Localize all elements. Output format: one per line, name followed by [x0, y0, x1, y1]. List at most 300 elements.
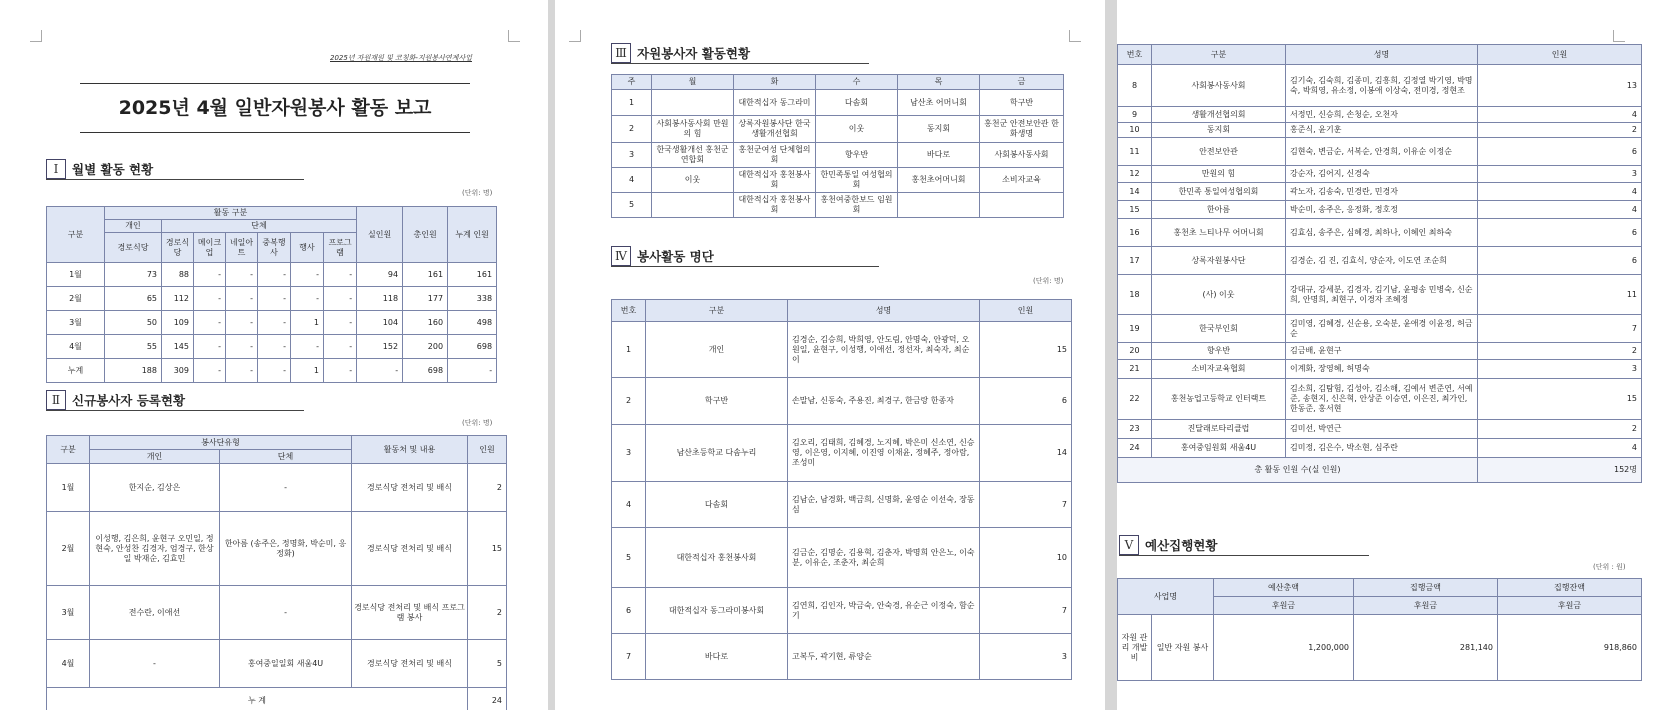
- budget-program: 자원 관리 개발비: [1118, 615, 1152, 681]
- section-heading: [46, 389, 304, 411]
- activity-cell: 대한적십자 동그라미: [734, 90, 816, 116]
- unit-label: (단위: 명): [462, 419, 493, 427]
- member-names: 김미선, 박연근: [1286, 420, 1478, 439]
- activity-cell: 다솜회: [816, 90, 898, 116]
- activity-place: 경로식당 전처리 및 배식 프로그램 봉사: [352, 586, 468, 640]
- col-header: 총인원: [403, 207, 448, 263]
- crop-mark: [569, 30, 581, 42]
- person-count: 13: [1478, 65, 1642, 107]
- row-number: 22: [1118, 379, 1152, 420]
- group-name: 만원의 힘: [1152, 166, 1286, 183]
- document-page-1: [0, 0, 548, 710]
- member-names: 김미영, 김혜경, 신순용, 오숙분, 윤애경 이윤정, 허금순: [1286, 315, 1478, 343]
- person-count: 6: [980, 378, 1072, 425]
- member-names: 박순미, 송주은, 응정화, 정호정: [1286, 201, 1478, 219]
- group-name: 학구반: [646, 378, 788, 425]
- table-cell: -: [194, 287, 226, 311]
- row-number: 11: [1118, 138, 1152, 166]
- week-number: 2: [612, 116, 652, 143]
- budget-subprogram: 일반 자원 봉사: [1152, 615, 1214, 681]
- col-header: 누계 인원: [448, 207, 497, 263]
- section-title: 신규봉사자 등록현황: [72, 392, 186, 408]
- person-count: 6: [1478, 247, 1642, 275]
- section-number: Ⅳ: [611, 246, 631, 266]
- group-names: -: [220, 586, 352, 640]
- table-cell: 1: [291, 311, 324, 335]
- page-header: 2025년 자원재원 및 코칭화-지원봉사연계사업: [330, 54, 472, 62]
- section-heading: [46, 158, 304, 180]
- row-label: 1월: [47, 464, 90, 512]
- col-header: 프로그램: [324, 233, 357, 263]
- member-names: 김연희, 김인자, 박금숙, 안숙경, 유순근 이정숙, 함순기: [788, 588, 980, 634]
- table-row: [612, 90, 1064, 116]
- table-row: [1118, 360, 1642, 379]
- col-header: 후원금: [1354, 597, 1498, 615]
- group-name: 홍여중임원회 새움4U: [1152, 439, 1286, 458]
- table-cell: 200: [403, 335, 448, 359]
- table-row: [612, 322, 1072, 378]
- table-cell: -: [324, 263, 357, 287]
- total-value: 24: [468, 688, 507, 710]
- col-header: 후원금: [1498, 597, 1642, 615]
- row-label: 3월: [47, 586, 90, 640]
- person-count: 7: [1478, 315, 1642, 343]
- table-cell: 73: [105, 263, 162, 287]
- monthly-activity-rows: [47, 263, 497, 383]
- activity-cell: 상록자원봉사단 한국생활개선협회: [734, 116, 816, 143]
- row-label: 2월: [47, 512, 90, 586]
- table-row: [1118, 107, 1642, 123]
- section-heading: [611, 245, 879, 267]
- activity-cell: 홍천군여성 단체협의회: [734, 143, 816, 168]
- row-number: 2: [612, 378, 646, 425]
- person-count: 2: [468, 464, 507, 512]
- row-number: 9: [1118, 107, 1152, 123]
- group-name: 개인: [646, 322, 788, 378]
- table-cell: 161: [448, 263, 497, 287]
- table-cell: -: [194, 359, 226, 383]
- table-cell: 50: [105, 311, 162, 335]
- member-names: 손말남, 신동숙, 주용진, 최경구, 한금랑 한종자: [788, 378, 980, 425]
- col-header: 중복행사: [258, 233, 291, 263]
- row-number: 6: [612, 588, 646, 634]
- person-count: 3: [980, 634, 1072, 680]
- activity-cell: 사회봉사동사회 만원의 힘: [652, 116, 734, 143]
- person-count: 10: [980, 528, 1072, 588]
- col-header: 개인: [90, 450, 220, 464]
- row-number: 21: [1118, 360, 1152, 379]
- row-number: 3: [612, 425, 646, 482]
- table-row: [612, 634, 1072, 680]
- section-number: Ⅰ: [46, 159, 66, 179]
- table-cell: -: [324, 335, 357, 359]
- activity-cell: 한민족통일 여성협의회: [816, 168, 898, 193]
- member-names: 김경순, 김 진, 김효식, 양순자, 이도연 조순희: [1286, 247, 1478, 275]
- person-count: 5: [468, 640, 507, 688]
- col-header: 네일아트: [226, 233, 258, 263]
- group-name: 남산초등학교 다솜누리: [646, 425, 788, 482]
- table-cell: 112: [162, 287, 194, 311]
- individual-names: 전수란, 이애선: [90, 586, 220, 640]
- weekly-activity-rows: [612, 90, 1064, 218]
- group-names: -: [220, 464, 352, 512]
- document-title: 2025년 4월 일반자원봉사 활동 보고: [80, 83, 470, 133]
- table-row: [47, 512, 507, 586]
- table-cell: -: [324, 287, 357, 311]
- table-cell: -: [291, 287, 324, 311]
- individual-names: 한지순, 김상은: [90, 464, 220, 512]
- member-names: 김기숙, 김숙희, 김종미, 김흥희, 김정열 박기영, 박명숙, 박희영, 유소정, 이봉애 이상숙, 전미경, 정현조: [1286, 65, 1478, 107]
- person-count: 2: [1478, 420, 1642, 439]
- col-header: 집행잔액: [1498, 579, 1642, 597]
- activity-cell: 홍천초어머니회: [898, 168, 980, 193]
- person-count: 4: [1478, 439, 1642, 458]
- table-cell: -: [291, 263, 324, 287]
- table-cell: -: [194, 263, 226, 287]
- row-number: 12: [1118, 166, 1152, 183]
- table-row: [47, 335, 497, 359]
- member-names: 김미정, 김은수, 박소현, 심주란: [1286, 439, 1478, 458]
- col-header: 행사: [291, 233, 324, 263]
- table-cell: -: [194, 335, 226, 359]
- table-row: [612, 528, 1072, 588]
- table-row: [1118, 183, 1642, 201]
- group-name: 홍천농업고등학교 인터랙트: [1152, 379, 1286, 420]
- week-number: 5: [612, 193, 652, 218]
- person-count: 4: [1478, 107, 1642, 123]
- section-title: 월별 활동 현황: [72, 161, 154, 177]
- table-cell: 698: [448, 335, 497, 359]
- table-cell: 65: [105, 287, 162, 311]
- col-header: 봉사단유형: [90, 436, 352, 450]
- table-cell: 309: [162, 359, 194, 383]
- crop-mark: [30, 30, 42, 42]
- activity-cell: 이웃: [816, 116, 898, 143]
- col-header: 사업명: [1118, 579, 1214, 615]
- volunteer-roster-table: [611, 299, 1072, 680]
- activity-cell: 학구반: [980, 90, 1064, 116]
- week-number: 3: [612, 143, 652, 168]
- member-names: 김현숙, 변금순, 서복순, 안경희, 이유순 이정순: [1286, 138, 1478, 166]
- table-row: [47, 359, 497, 383]
- total-value: 152명: [1478, 458, 1642, 483]
- col-header: 화: [734, 75, 816, 90]
- group-name: 한아름: [1152, 201, 1286, 219]
- activity-place: 경로식당 전처리 및 배식: [352, 512, 468, 586]
- unit-label: (단위: 명): [1033, 277, 1064, 285]
- row-label: 4월: [47, 335, 105, 359]
- row-label: 4월: [47, 640, 90, 688]
- col-header: 수: [816, 75, 898, 90]
- table-cell: -: [324, 359, 357, 383]
- row-number: 1: [612, 322, 646, 378]
- activity-cell: 이웃: [652, 168, 734, 193]
- row-label: 3월: [47, 311, 105, 335]
- table-cell: -: [226, 263, 258, 287]
- member-names: 강순자, 김어지, 신경숙: [1286, 166, 1478, 183]
- table-row: [47, 586, 507, 640]
- table-row: [47, 464, 507, 512]
- document-page-2: [555, 0, 1105, 710]
- person-count: 2: [1478, 343, 1642, 360]
- section-title: 자원봉사자 활동현황: [637, 45, 751, 61]
- col-header: 구분: [47, 436, 90, 464]
- row-number: 18: [1118, 275, 1152, 315]
- member-names: 김남순, 남경화, 백금희, 신명화, 윤영순 이선숙, 장동심: [788, 482, 980, 528]
- table-cell: -: [258, 335, 291, 359]
- table-row: [47, 640, 507, 688]
- volunteer-roster-rows-continued: [1118, 65, 1642, 458]
- monthly-activity-table: [46, 206, 497, 383]
- section-title: 예산집행현황: [1145, 537, 1218, 553]
- col-header: 인원: [468, 436, 507, 464]
- member-names: 서정민, 신승희, 손청순, 오천자: [1286, 107, 1478, 123]
- table-cell: 55: [105, 335, 162, 359]
- person-count: 15: [980, 322, 1072, 378]
- week-number: 1: [612, 90, 652, 116]
- table-cell: 177: [403, 287, 448, 311]
- roster-header-row: [612, 300, 1072, 322]
- member-names: 곽노자, 김송숙, 민경란, 민경자: [1286, 183, 1478, 201]
- table-cell: 188: [105, 359, 162, 383]
- table-row: [1118, 201, 1642, 219]
- week-number: 4: [612, 168, 652, 193]
- member-names: 김금배, 윤현구: [1286, 343, 1478, 360]
- table-cell: -: [258, 287, 291, 311]
- group-name: 대한적십자 동그라미봉사회: [646, 588, 788, 634]
- activity-cell: [980, 193, 1064, 218]
- section-number: Ⅲ: [611, 43, 631, 63]
- col-header: 단체: [162, 220, 357, 233]
- col-header: 주: [612, 75, 652, 90]
- table-row: [1118, 439, 1642, 458]
- col-header: 번호: [1118, 45, 1152, 65]
- person-count: 2: [1478, 123, 1642, 138]
- crop-mark: [1613, 30, 1625, 42]
- row-number: 20: [1118, 343, 1152, 360]
- member-names: 김금순, 김명순, 김용혁, 김춘자, 박명희 안은노, 이숙분, 이유순, 조춘자, 최순희: [788, 528, 980, 588]
- table-cell: 118: [357, 287, 403, 311]
- table-cell: -: [448, 359, 497, 383]
- table-row: [612, 588, 1072, 634]
- person-count: 4: [1478, 201, 1642, 219]
- row-number: 4: [612, 482, 646, 528]
- activity-cell: 대한적십자 홍천봉사회: [734, 193, 816, 218]
- group-name: 한국부인회: [1152, 315, 1286, 343]
- table-cell: 88: [162, 263, 194, 287]
- table-cell: -: [194, 311, 226, 335]
- activity-place: 경로식당 전처리 및 배식: [352, 640, 468, 688]
- table-row: [612, 425, 1072, 482]
- table-row: [1118, 166, 1642, 183]
- group-name: 안전보안관: [1152, 138, 1286, 166]
- member-names: 홍준식, 윤기훈: [1286, 123, 1478, 138]
- person-count: 14: [980, 425, 1072, 482]
- col-header: 메이크업: [194, 233, 226, 263]
- activity-cell: 바다로: [898, 143, 980, 168]
- row-number: 8: [1118, 65, 1152, 107]
- budget-total: 1,200,000: [1214, 615, 1354, 681]
- table-row: [47, 287, 497, 311]
- table-cell: 109: [162, 311, 194, 335]
- table-cell: 1: [291, 359, 324, 383]
- row-number: 7: [612, 634, 646, 680]
- activity-cell: 사회봉사동사회: [980, 143, 1064, 168]
- table-cell: 104: [357, 311, 403, 335]
- unit-label: (단위: 명): [462, 189, 493, 197]
- member-names: 강대규, 강세분, 김경자, 김기남, 윤평송 민병숙, 신순희, 안명희, 최현구, 이경자 조혜정: [1286, 275, 1478, 315]
- table-row: [1118, 219, 1642, 247]
- table-cell: 94: [357, 263, 403, 287]
- person-count: 11: [1478, 275, 1642, 315]
- col-header: 개인: [105, 220, 162, 233]
- person-count: 6: [1478, 219, 1642, 247]
- budget-table: [1117, 578, 1642, 681]
- row-number: 10: [1118, 123, 1152, 138]
- table-row: [1118, 275, 1642, 315]
- group-name: 다솜회: [646, 482, 788, 528]
- roster-header-row: [1118, 45, 1642, 65]
- person-count: 15: [1478, 379, 1642, 420]
- person-count: 15: [468, 512, 507, 586]
- person-count: 7: [980, 482, 1072, 528]
- member-names: 김효심, 송주은, 심혜경, 최하나, 이혜인 최하숙: [1286, 219, 1478, 247]
- document-page-3: [1117, 0, 1653, 710]
- table-cell: 152: [357, 335, 403, 359]
- table-row: [1118, 420, 1642, 439]
- section-number: Ⅴ: [1119, 535, 1139, 555]
- person-count: 7: [980, 588, 1072, 634]
- group-names: 한아름 (송주은, 정명화, 박순미, 응정화): [220, 512, 352, 586]
- table-cell: -: [258, 263, 291, 287]
- member-names: 김오리, 김태희, 김혜경, 노지혜, 박은미 신소연, 신승영, 이은영, 이지혜, 이진영 이채윤, 정혜주, 정아람, 조성미: [788, 425, 980, 482]
- activity-cell: [652, 90, 734, 116]
- volunteer-roster-rows: [612, 322, 1072, 680]
- table-cell: -: [226, 335, 258, 359]
- table-cell: -: [226, 287, 258, 311]
- col-header: 활동 구분: [105, 207, 357, 220]
- table-row: [612, 143, 1064, 168]
- activity-cell: 홍천여중한보드 임원회: [816, 193, 898, 218]
- table-cell: -: [357, 359, 403, 383]
- col-header: 번호: [612, 300, 646, 322]
- group-name: 사회봉사동사회: [1152, 65, 1286, 107]
- table-row: [1118, 123, 1642, 138]
- activity-cell: 동지회: [898, 116, 980, 143]
- row-number: 19: [1118, 315, 1152, 343]
- col-header: 실인원: [357, 207, 403, 263]
- new-volunteer-table: [46, 435, 507, 710]
- table-cell: 698: [403, 359, 448, 383]
- group-names: 홍여중일일회 새움4U: [220, 640, 352, 688]
- table-row: [612, 168, 1064, 193]
- table-row: [612, 482, 1072, 528]
- individual-names: -: [90, 640, 220, 688]
- row-number: 15: [1118, 201, 1152, 219]
- volunteer-roster-table-continued: [1117, 44, 1642, 483]
- table-cell: -: [324, 311, 357, 335]
- group-name: 소비자교육협회: [1152, 360, 1286, 379]
- table-cell: 498: [448, 311, 497, 335]
- group-name: 상록자원봉사단: [1152, 247, 1286, 275]
- group-name: 향우반: [1152, 343, 1286, 360]
- activity-cell: 홍천군 안전보안관 한화생명: [980, 116, 1064, 143]
- row-number: 23: [1118, 420, 1152, 439]
- table-cell: -: [258, 359, 291, 383]
- table-row: [1118, 138, 1642, 166]
- section-heading: [611, 42, 869, 64]
- activity-cell: 남산초 어머니회: [898, 90, 980, 116]
- col-header: 금: [980, 75, 1064, 90]
- table-row: [47, 311, 497, 335]
- col-header: 활동처 및 내용: [352, 436, 468, 464]
- group-name: 홍천초 느티나무 어머니회: [1152, 219, 1286, 247]
- table-row: [1118, 247, 1642, 275]
- table-row: [1118, 65, 1642, 107]
- col-header: 성명: [1286, 45, 1478, 65]
- table-row: [1118, 343, 1642, 360]
- weekly-header-row: [612, 75, 1064, 90]
- budget-remaining: 918,860: [1498, 615, 1642, 681]
- crop-mark: [508, 30, 520, 42]
- row-number: 5: [612, 528, 646, 588]
- group-name: (사) 이웃: [1152, 275, 1286, 315]
- col-header: 단체: [220, 450, 352, 464]
- member-names: 이계화, 장영혜, 허명숙: [1286, 360, 1478, 379]
- table-row: [612, 378, 1072, 425]
- weekly-activity-table: [611, 74, 1064, 218]
- col-header: 경로식당: [105, 233, 162, 263]
- group-name: 동지회: [1152, 123, 1286, 138]
- table-cell: -: [226, 311, 258, 335]
- col-header: 목: [898, 75, 980, 90]
- table-cell: 160: [403, 311, 448, 335]
- col-header: 집행금액: [1354, 579, 1498, 597]
- col-header: 인원: [980, 300, 1072, 322]
- table-cell: -: [258, 311, 291, 335]
- member-names: 김소희, 김탐험, 김성아, 김소해, 김예서 변준연, 서예준, 송현지, 신은혁, 안상준 이승연, 이은진, 최가인, 한동준, 홍서현: [1286, 379, 1478, 420]
- col-header: 월: [652, 75, 734, 90]
- person-count: 3: [1478, 360, 1642, 379]
- table-row: [612, 193, 1064, 218]
- section-heading: [1119, 534, 1369, 556]
- table-row: [1118, 315, 1642, 343]
- total-label: 누 계: [47, 688, 468, 710]
- group-name: 한민족 통일여성협의회: [1152, 183, 1286, 201]
- row-number: 24: [1118, 439, 1152, 458]
- table-row: [1118, 379, 1642, 420]
- activity-cell: [898, 193, 980, 218]
- row-label: 1월: [47, 263, 105, 287]
- row-label: 2월: [47, 287, 105, 311]
- activity-cell: [652, 193, 734, 218]
- budget-executed: 281,140: [1354, 615, 1498, 681]
- total-label: 총 활동 인원 수(실 인원): [1118, 458, 1478, 483]
- table-cell: -: [291, 335, 324, 359]
- col-header: 예산총액: [1214, 579, 1354, 597]
- new-volunteer-rows: [47, 464, 507, 688]
- row-number: 16: [1118, 219, 1152, 247]
- activity-cell: 향우반: [816, 143, 898, 168]
- row-label: 누계: [47, 359, 105, 383]
- section-number: Ⅱ: [46, 390, 66, 410]
- group-name: 대한적십자 홍천봉사회: [646, 528, 788, 588]
- table-row: [612, 116, 1064, 143]
- section-title: 봉사활동 명단: [637, 248, 714, 264]
- crop-mark: [1069, 30, 1081, 42]
- col-header: 구분: [646, 300, 788, 322]
- group-name: 진달래로타리클럽: [1152, 420, 1286, 439]
